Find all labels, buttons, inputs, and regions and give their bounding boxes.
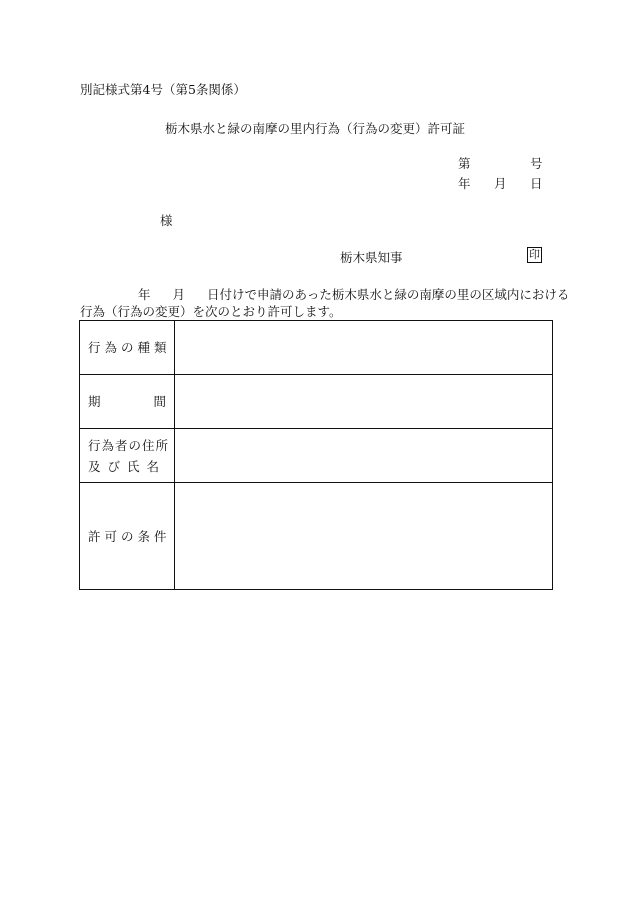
actor-label-line-1: 行為者の住所	[88, 437, 170, 453]
row-label-conditions: 許可の条件	[80, 483, 175, 590]
date-month: 月	[494, 176, 507, 191]
permit-paragraph	[80, 286, 570, 320]
paragraph-month: 月	[172, 287, 186, 302]
row-label-period	[80, 375, 175, 429]
addressee-suffix: 様	[160, 213, 173, 228]
document-title: 栃木県水と緑の南摩の里内行為（行為の変更）許可証	[164, 121, 465, 136]
paragraph-line-2: 行為（行為の変更）を次のとおり許可します。	[80, 304, 342, 319]
number-prefix: 第	[458, 156, 471, 171]
table-row	[80, 429, 553, 483]
table-row	[80, 483, 553, 590]
row-label-actor	[80, 429, 175, 483]
paragraph-year: 年	[138, 287, 151, 302]
seal-mark: 印	[529, 248, 540, 261]
row-label-activity-type: 行為の種類	[80, 321, 175, 375]
form-number: 別記様式第4号（第5条関係）	[80, 82, 246, 97]
row-value-actor	[175, 429, 553, 483]
row-value-period	[175, 375, 553, 429]
table-row	[80, 375, 553, 429]
actor-label-line-2: 及び氏名	[88, 458, 167, 474]
row-value-conditions	[175, 483, 553, 590]
date-day: 日	[530, 176, 543, 191]
period-label-left: 期	[88, 394, 101, 409]
paragraph-line-1-rest: 日付けで申請のあった栃木県水と緑の南摩の里の区域内における	[207, 287, 570, 302]
issuer-name: 栃木県知事	[340, 250, 403, 265]
number-suffix: 号	[530, 156, 543, 171]
date-year: 年	[458, 176, 471, 191]
period-label-right: 間	[153, 394, 166, 409]
table-row	[80, 321, 553, 375]
paragraph-line-1	[80, 286, 570, 303]
row-value-activity-type	[175, 321, 553, 375]
permit-details-table	[79, 320, 553, 590]
